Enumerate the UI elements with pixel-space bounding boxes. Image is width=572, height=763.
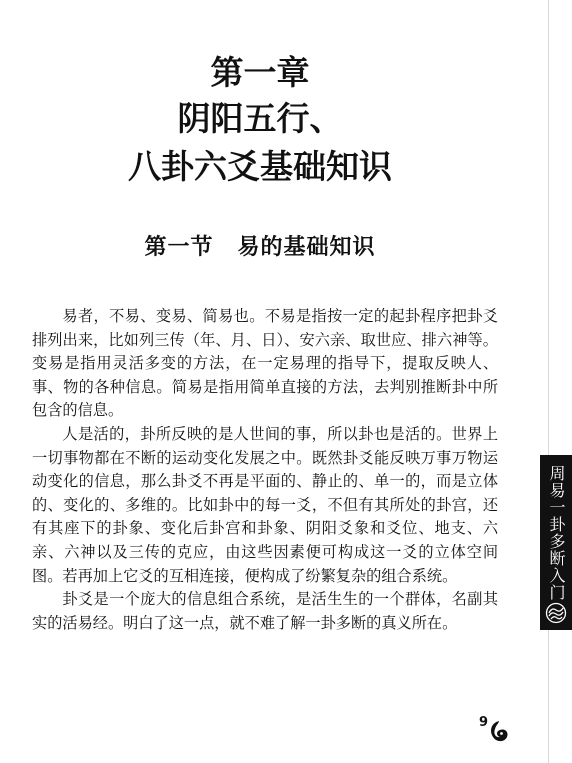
side-tab [540,455,572,630]
section-label: 第一节 [144,234,214,260]
side-tab-book-title: 周易一卦多断入门 [547,465,566,601]
page-edge-line [548,0,549,455]
paragraph: 人是活的，卦所反映的是人世间的事，所以卦也是活的。世界上一切事物都在不断的运动变化发展之中。既然卦爻能反映万事万物运动变化的信息，那么卦爻不再是平面的、静止的、单一的，而是立体的、变化的、多维的。比如卦中的每一爻，不但有其所处的卦宫，还有其座下的卦象、变化后卦宫和卦象、阴阳爻象和爻位、地支、六亲、六神以及三传的克应，由这些因素便可构成这一爻的立体空间图。若再加上它爻的互相连接，便构成了纷繁复杂的组合系统。 [32,424,498,585]
paragraph: 卦爻是一个庞大的信息组合系统，是活生生的一个群体，名副其实的活易经。明白了这一点，就不难了解一卦多断的真义所在。 [32,590,498,632]
page-number: 9 [479,715,489,730]
knot-ornament-icon [545,602,567,624]
chapter-heading [0,52,520,190]
section-heading [0,230,520,261]
chapter-title-line2: 八卦六爻基础知识 [128,147,392,186]
chapter-title-line1: 阴阳五行、 [177,99,343,138]
chapter-label: 第一章 [210,53,310,92]
paragraph: 易者，不易、变易、简易也。不易是指按一定的起卦程序把卦爻排列出来，比如列三传（年、月、日）、安六亲、取世应、排六神等。变易是指用灵活多变的方法，在一定易理的指导下，提取反映人、事、物的各种信息。简易是指用简单直接的方法，去判别推断卦中所包含的信息。 [32,307,498,420]
yin-yang-fish-icon [487,719,509,745]
page-edge-line-lower [548,630,549,763]
body-text [32,305,498,635]
section-title: 易的基础知识 [237,234,376,260]
